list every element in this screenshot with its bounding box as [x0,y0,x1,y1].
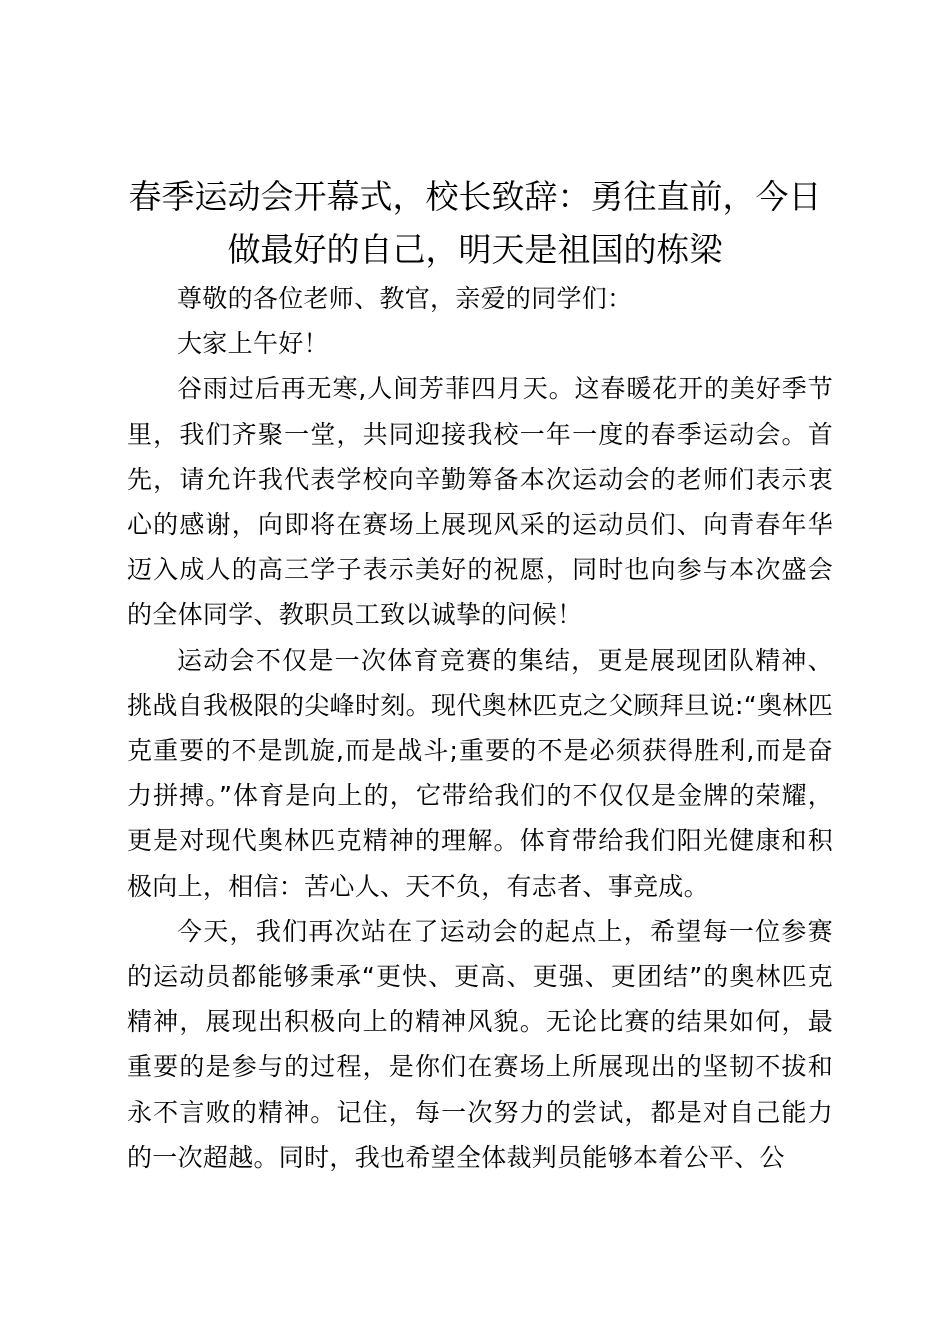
opening-paragraph: 谷雨过后再无寒,人间芳菲四月天。这春暖花开的美好季节里，我们齐聚一堂，共同迎接我校一年一度的春季运动会。首先，请允许我代表学校向辛勤筹备本次运动会的老师们表示衷心的感谢，向即将在赛场上展现风采的运动员们、向青春年华迈入成人的高三学子表示美好的祝愿，同时也向参与本次盛会的全体同学、教职员工致以诚挚的问候！ [127,374,833,630]
greeting-paragraph: 大家上午好！ [177,329,329,359]
document-body [127,276,833,1180]
athletes-hope-paragraph: 今天，我们再次站在了运动会的起点上，希望每一位参赛的运动员都能够秉承“更快、更高、更强、更团结”的奥林匹克精神，展现出积极向上的精神风貌。无论比赛的结果如何，最重要的是参与的过程，是你们在赛场上所展现出的坚韧不拔和永不言败的精神。记住，每一次努力的尝试，都是对自己能力的一次超越。同时，我也希望全体裁判员能够本着公平、公 [127,916,833,1172]
document-title: 春季运动会开幕式，校长致辞：勇往直前，今日做最好的自己，明天是祖国的栋梁 [128,177,822,269]
salutation-paragraph: 尊敬的各位老师、教官，亲爱的同学们： [177,284,633,313]
olympic-spirit-paragraph: 运动会不仅是一次体育竞赛的集结，更是展现团队精神、挑战自我极限的尖峰时刻。现代奥林匹克之父顾拜旦说:“奥林匹克重要的不是凯旋,而是战斗;重要的不是必须获得胜利,而是奋力拼搏。”体育是向上的，它带给我们的不仅仅是金牌的荣耀，更是对现代奥林匹克精神的理解。体育带给我们阳光健康和积极向上，相信：苦心人、天不负，有志者、事竞成。 [127,645,833,901]
